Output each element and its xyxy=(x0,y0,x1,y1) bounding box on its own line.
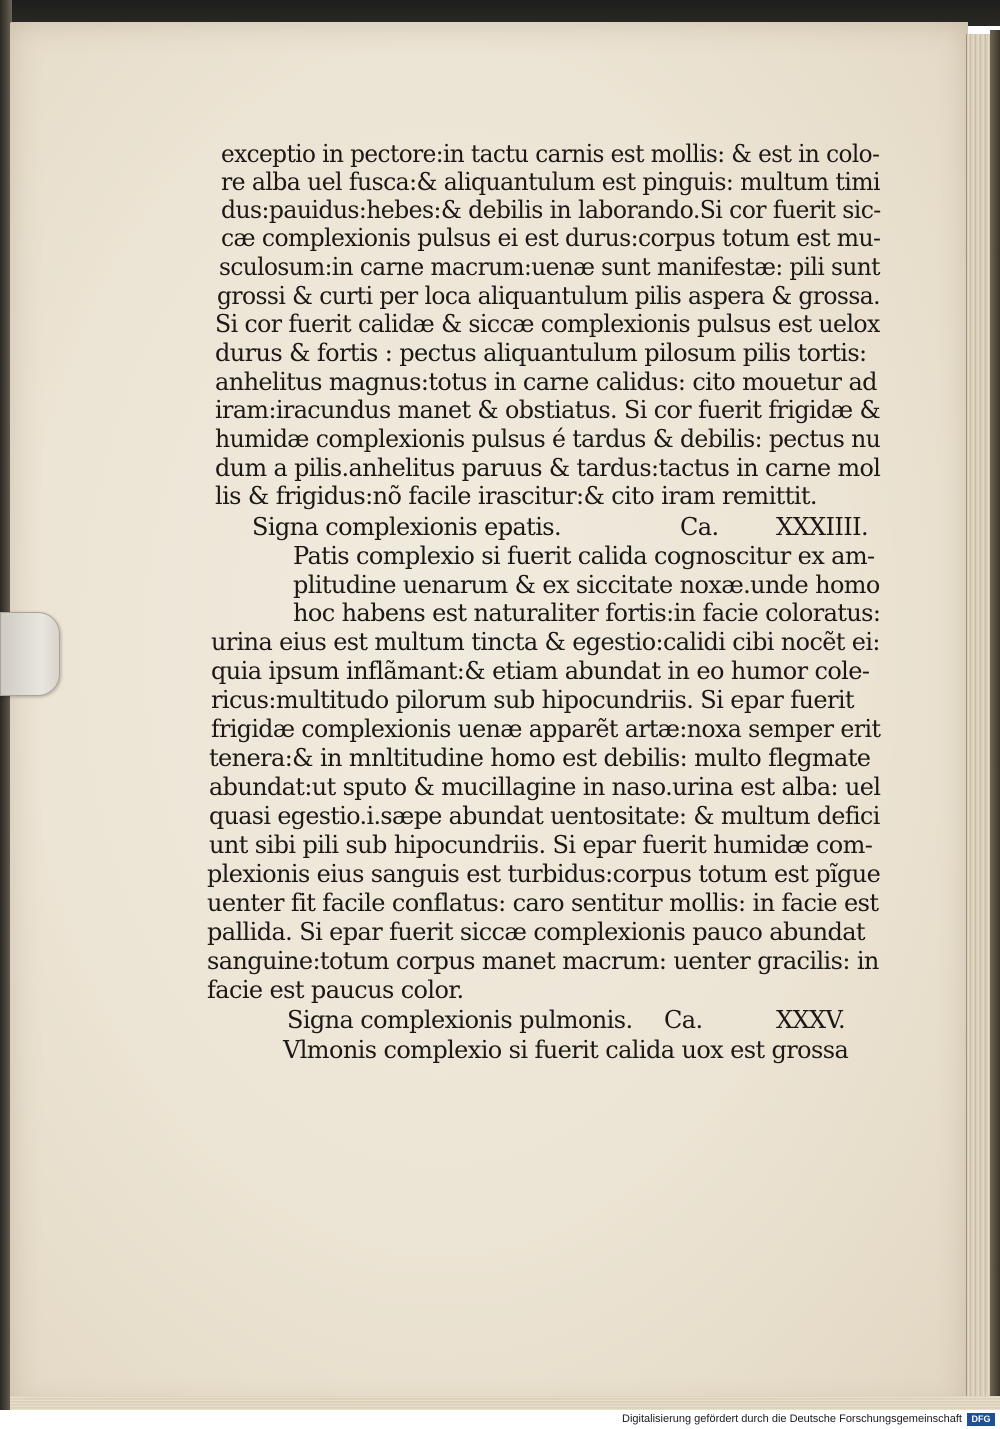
page-tab-marker xyxy=(0,612,60,696)
text-line: pallida. Si epar fuerit siccæ complexionis pauco abundat xyxy=(207,918,865,946)
text-line: abundat:ut sputo & mucillagine in naso.urina est alba: uel xyxy=(209,773,881,801)
text-line: sanguine:totum corpus manet macrum: uenter gracilis: in xyxy=(207,947,879,975)
text-line: re alba uel fusca:& aliquantulum est pinguis: multum timi xyxy=(221,168,880,196)
text-line: iram:iracundus manet & obstiatus. Si cor fuerit frigidæ & xyxy=(215,396,881,424)
page-edges-bottom xyxy=(10,1396,1000,1410)
text-line: unt sibi pili sub hipocundriis. Si epar fuerit humidæ com- xyxy=(209,831,873,859)
text-line: plexionis eius sanguis est turbidus:corpus totum est pĩgue xyxy=(207,860,881,888)
text-line: urina eius est multum tincta & egestio:calidi cibi nocẽt ei: xyxy=(211,628,880,656)
chapter-heading-ca: Ca. xyxy=(680,513,719,541)
text-line: dus:pauidus:hebes:& debilis in laborando.Si cor fuerit sic- xyxy=(221,196,881,224)
footer-credit: Digitalisierung gefördert durch die Deutsche Forschungsgemeinschaft xyxy=(622,1413,962,1425)
dfg-logo: DFG xyxy=(967,1413,995,1426)
footer-bar xyxy=(0,1410,1000,1429)
text-line: durus & fortis : pectus aliquantulum pilosum pilis tortis: xyxy=(215,339,867,367)
chapter-heading-ca: Ca. xyxy=(664,1006,703,1034)
text-line: uenter fit facile conflatus: caro sentitur mollis: in facie est xyxy=(207,889,879,917)
text-line: anhelitus magnus:totus in carne calidus: cito mouetur ad xyxy=(215,368,877,396)
text-line: humidæ complexionis pulsus é tardus & debilis: pectus nu xyxy=(215,425,881,453)
text-line: Vlmonis complexio si fuerit calida uox est grossa xyxy=(283,1036,849,1064)
chapter-heading-title: Signa complexionis pulmonis. xyxy=(287,1006,633,1034)
text-line: cæ complexionis pulsus ei est durus:corpus totum est mu- xyxy=(221,224,881,252)
chapter-heading-number: XXXIIII. xyxy=(776,513,869,541)
text-line: Patis complexio si fuerit calida cognoscitur ex am- xyxy=(293,542,875,570)
text-line: sculosum:in carne macrum:uenæ sunt manifestæ: pili sunt xyxy=(219,253,880,281)
text-line: tenera:& in mnltitudine homo est debilis: multo flegmate xyxy=(209,744,871,772)
text-line: quasi egestio.i.sæpe abundat uentositate: & multum defici xyxy=(209,802,880,830)
text-line: Si cor fuerit calidæ & siccæ complexionis pulsus est uelox xyxy=(215,310,880,338)
text-line: exceptio in pectore:in tactu carnis est mollis: & est in colo- xyxy=(221,140,880,168)
text-line: hoc habens est naturaliter fortis:in facie coloratus: xyxy=(293,599,881,627)
text-line: facie est paucus color. xyxy=(207,976,464,1004)
text-line: lis & frigidus:nõ facile irascitur:& cito iram remittit. xyxy=(215,482,817,510)
text-line: quia ipsum inflãmant:& etiam abundat in eo humor cole- xyxy=(211,657,870,685)
page-edge-shadow xyxy=(990,30,1000,1410)
text-line: ricus:multitudo pilorum sub hipocundriis. Si epar fuerit xyxy=(211,686,854,714)
text-line: plitudine uenarum & ex siccitate noxæ.unde homo xyxy=(293,571,880,599)
chapter-heading-title: Signa complexionis epatis. xyxy=(252,513,562,541)
text-line: grossi & curti per loca aliquantulum pilis aspera & grossa. xyxy=(217,282,880,310)
chapter-heading-number: XXXV. xyxy=(776,1006,846,1034)
text-line: frigidæ complexionis uenæ apparẽt artæ:noxa semper erit xyxy=(211,715,881,743)
text-line: dum a pilis.anhelitus paruus & tardus:tactus in carne mol xyxy=(215,454,881,482)
